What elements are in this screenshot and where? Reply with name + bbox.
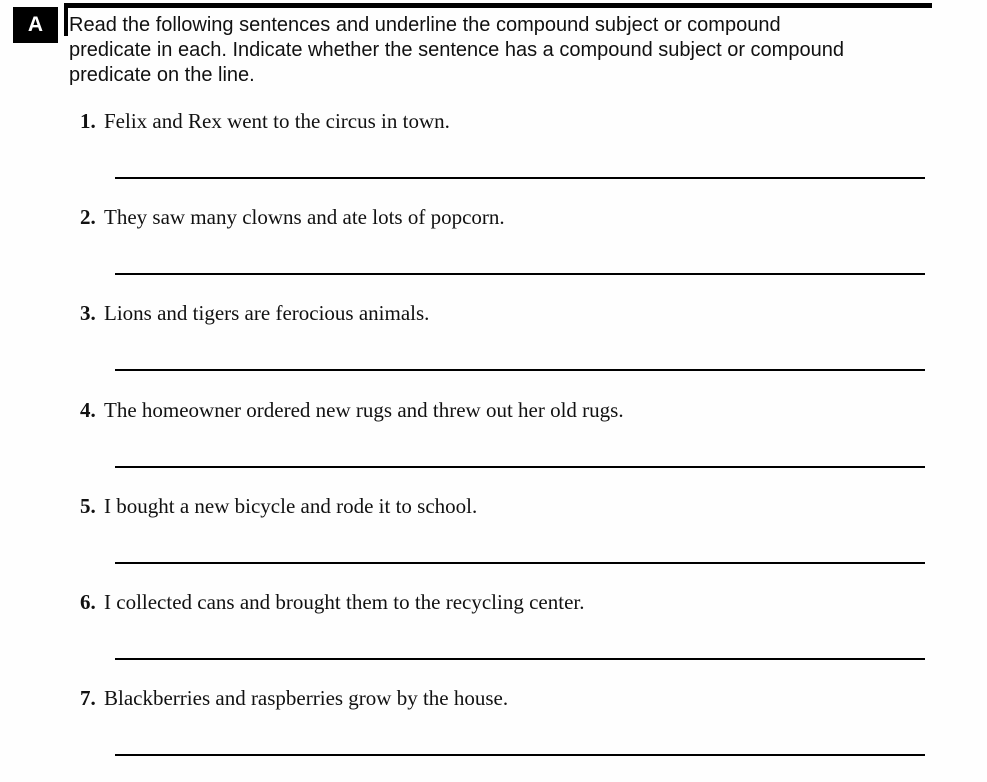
- instructions-line-2: predicate in each. Indicate whether the sentence has a compound subject or compound: [69, 39, 844, 61]
- item-number: 4.: [80, 398, 96, 422]
- exercise-item-1: [0, 108, 987, 204]
- instructions-line-3: predicate on the line.: [69, 64, 255, 86]
- header-rule-corner: [64, 3, 68, 36]
- item-number: 6.: [80, 590, 96, 614]
- instructions: [69, 13, 844, 88]
- item-number: 1.: [80, 109, 96, 133]
- sentence-row: [80, 589, 584, 616]
- sentence-row: [80, 204, 505, 231]
- answer-line-3[interactable]: [115, 369, 925, 371]
- sentence-row: [80, 493, 477, 520]
- sentence-row: [80, 300, 429, 327]
- sentence-row: [80, 397, 624, 424]
- sentence-text: They saw many clowns and ate lots of popcorn.: [104, 205, 505, 229]
- item-number: 2.: [80, 205, 96, 229]
- exercise-item-4: [0, 397, 987, 493]
- sentence-text: Blackberries and raspberries grow by the house.: [104, 686, 509, 710]
- exercise-item-7: [0, 685, 987, 781]
- answer-line-1[interactable]: [115, 177, 925, 179]
- sentence-text: Lions and tigers are ferocious animals.: [104, 301, 430, 325]
- header-rule: [64, 3, 932, 8]
- sentence-text: I collected cans and brought them to the recycling center.: [104, 590, 585, 614]
- exercise-item-2: [0, 204, 987, 300]
- section-label-box: [13, 7, 58, 43]
- sentence-text: Felix and Rex went to the circus in town.: [104, 109, 450, 133]
- sentence-row: [80, 685, 508, 712]
- exercise-item-6: [0, 589, 987, 685]
- instructions-line-1: Read the following sentences and underline the compound subject or compound: [69, 14, 781, 36]
- answer-line-7[interactable]: [115, 754, 925, 756]
- section-label: A: [27, 13, 44, 36]
- item-number: 3.: [80, 301, 96, 325]
- answer-line-4[interactable]: [115, 466, 925, 468]
- sentence-row: [80, 108, 450, 135]
- item-number: 5.: [80, 494, 96, 518]
- exercise-item-5: [0, 493, 987, 589]
- exercise-item-3: [0, 300, 987, 396]
- answer-line-6[interactable]: [115, 658, 925, 660]
- item-number: 7.: [80, 686, 96, 710]
- answer-line-2[interactable]: [115, 273, 925, 275]
- sentence-text: I bought a new bicycle and rode it to school.: [104, 494, 478, 518]
- answer-line-5[interactable]: [115, 562, 925, 564]
- sentence-text: The homeowner ordered new rugs and threw out her old rugs.: [104, 398, 624, 422]
